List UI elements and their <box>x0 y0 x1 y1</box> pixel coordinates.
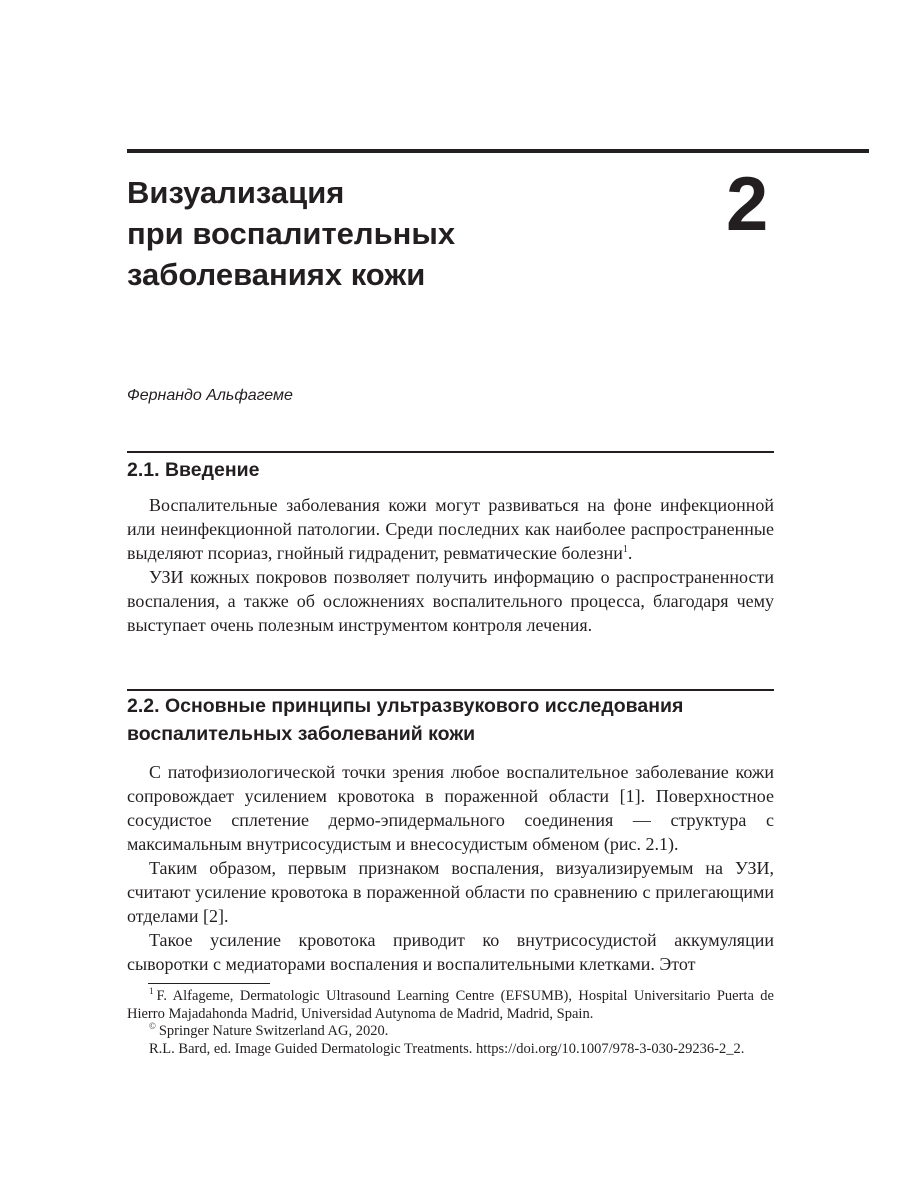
footnote-reference[interactable]: 1 <box>622 544 628 555</box>
paragraph <box>127 493 774 565</box>
footnote-text: Springer Nature Switzerland AG, 2020. <box>158 1023 389 1039</box>
chapter-title-line: Визуализация <box>127 175 345 210</box>
chapter-top-rule <box>127 149 869 153</box>
paragraph <box>127 928 774 976</box>
footnote-text: F. Alfageme, Dermatologic Ultrasound Learning Centre (EFSUMB), Hospital Universitario Puerta de Hierro Majadahonda Madrid, Universidad Autynoma de Madrid, Madrid, Spain. <box>127 988 774 1022</box>
paragraph-text: С патофизиологической точки зрения любое воспалительное заболевание кожи сопровождает усилением кровотока в пораженной области [1]. Поверхностное сосудистое сплетение дермо-эпидермального соединения — структура с максимальным внутрисосудистым и внесосудистым обменом (рис. 2.1). <box>127 762 774 854</box>
paragraph-text: Таким образом, первым признаком воспаления, визуализируемым на УЗИ, считают усиление кровотока в пораженной области по сравнению с прилегающими отделами [2]. <box>127 858 774 926</box>
section-body-introduction <box>127 493 774 637</box>
copyright-marker: © <box>149 1021 156 1032</box>
footnote-rule <box>148 983 270 984</box>
footnote-copyright <box>127 1023 774 1041</box>
author-name: Фернандо Альфагеме <box>127 387 293 404</box>
footnote-marker: 1 <box>149 986 154 997</box>
chapter-title-line: заболеваниях кожи <box>127 257 426 292</box>
paragraph <box>127 565 774 637</box>
footnotes <box>127 988 774 1058</box>
footnote-text[interactable]: R.L. Bard, ed. Image Guided Dermatologic Treatments. https://doi.org/10.1007/978-3-030-29236-2_2. <box>149 1040 745 1057</box>
section-heading-principles <box>127 692 787 748</box>
section-rule <box>127 689 774 691</box>
chapter-title-line: при воспалительных <box>127 216 456 251</box>
paragraph-text: Такое усиление кровотока приводит ко внутрисосудистой аккумуляции сыворотки с медиаторами воспаления и воспалительными клетками. Этот <box>127 930 774 974</box>
paragraph-text: УЗИ кожных покровов позволяет получить информацию о распространенности воспаления, а также об осложнениях воспалительного процесса, благодаря чему выступает очень полезным инструментом контроля лечения. <box>127 567 774 635</box>
section-heading-line: 2.2. Основные принципы ультразвукового исследования <box>127 695 684 717</box>
paragraph <box>127 760 774 856</box>
footnote-affiliation <box>127 988 774 1023</box>
footnote-citation <box>127 1041 774 1059</box>
section-rule <box>127 451 774 453</box>
chapter-number: 2 <box>726 162 769 247</box>
section-heading-introduction <box>127 456 787 484</box>
section-heading-line: 2.1. Введение <box>127 459 260 481</box>
chapter-title <box>127 172 647 295</box>
paragraph-tail: . <box>627 543 633 563</box>
paragraph-text: Воспалительные заболевания кожи могут развиваться на фоне инфекционной или неинфекционной патологии. Среди последних как наиболее распространенные выделяют псориаз, гнойный гидраденит, ревматические болезни <box>127 495 774 563</box>
section-body-principles <box>127 760 774 976</box>
section-heading-line: воспалительных заболеваний кожи <box>127 723 476 745</box>
paragraph <box>127 856 774 928</box>
